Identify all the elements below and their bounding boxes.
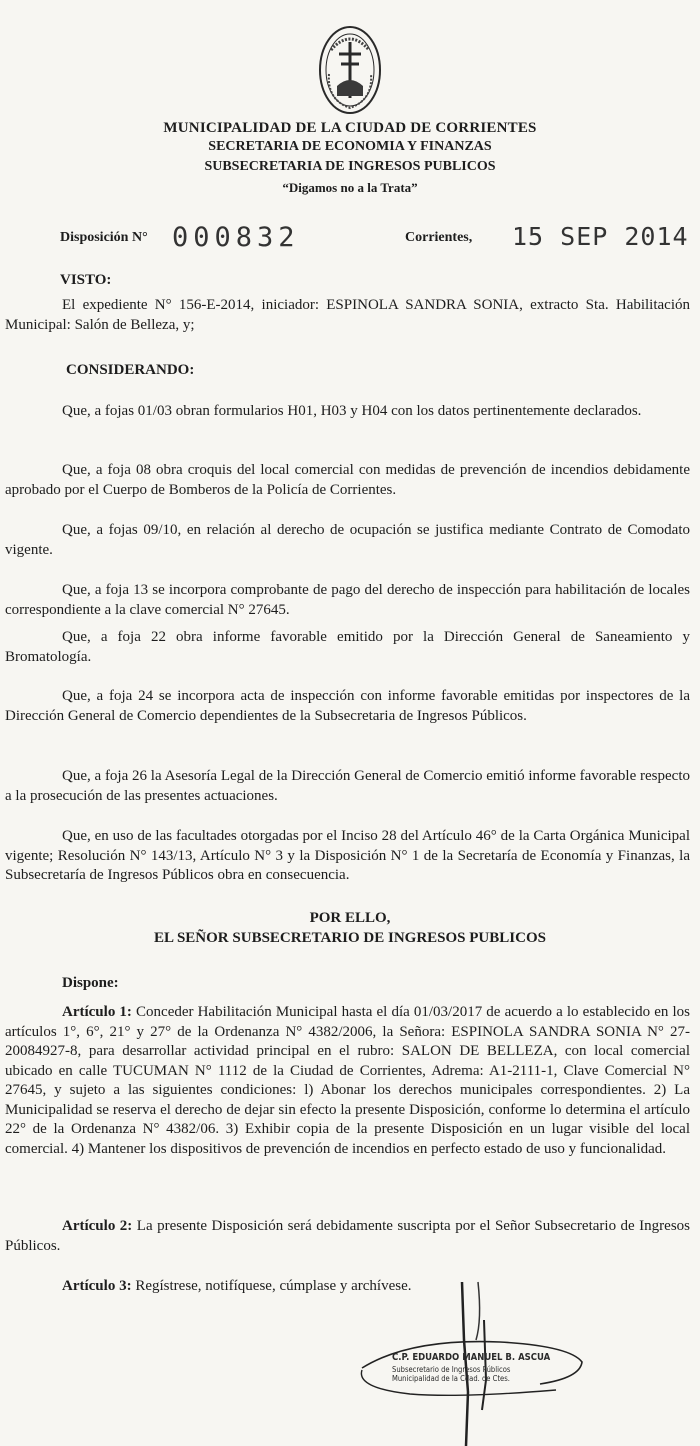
municipal-seal-logo xyxy=(317,24,383,116)
visto-heading: VISTO: xyxy=(60,272,112,288)
visto-text: El expediente N° 156-E-2014, iniciador: ESPINOLA SANDRA SONIA, extracto Sta. Habilitación Municipal: Salón de Belleza, y; xyxy=(5,297,690,333)
stamp-name: C.P. EDUARDO MANUEL B. ASCUA xyxy=(392,1352,551,1363)
article-1-text: Conceder Habilitación Municipal hasta el día 01/03/2017 de acuerdo a lo establecido en los artículos 1°, 6°, 21° y 27° de la Ordenanza N° 4382/2006, la Señora: ESPINOLA SANDRA SONIA N° 27-20084927-8, para desarrollar actividad principal en el rubro: SALON DE BELLEZA, con local comercial ubicado en calle TUCUMAN N° 1112 de la Ciudad de Corrientes, Adrema: A1-2111-1, Clave Comercial N° 27645, y sujeto a las siguientes condiciones: l) Abonar los derechos municipales correspondientes. 2) La Municipalidad se reserva el derecho de dejar sin efecto la presente Disposición, conforme lo determina el artículo 22° de la Ordenanza N° 4382/06. 3) Exhibir copia de la presente Disposición en un lugar visible del local comercial. 4) Mantener los dispositivos de prevención de incendios en perfecto estado de uso y funcionalidad. xyxy=(5,1004,690,1157)
considerando-item: Que, en uso de las facultades otorgadas por el Inciso 28 del Artículo 46° de la Carta Orgánica Municipal vigente; Resolución N° 143/13, Artículo N° 3 y la Disposición N° 1 de la Secretaría de Economía y Finanzas, la Subsecretaría de Ingresos Públicos obra en consecuencia. xyxy=(5,828,690,883)
stamp-role: Subsecretario de Ingresos Públicos xyxy=(392,1365,511,1374)
header-subsecretaria: SUBSECRETARIA DE INGRESOS PUBLICOS xyxy=(204,159,496,174)
considerando-item: Que, a fojas 09/10, en relación al derecho de ocupación se justifica mediante Contrato de Comodato vigente. xyxy=(5,522,690,558)
official-stamp xyxy=(392,1352,588,1383)
considerando-item: Que, a foja 22 obra informe favorable emitido por la Dirección General de Saneamiento y Bromatología. xyxy=(5,629,690,665)
dispone-heading: Dispone: xyxy=(62,975,119,991)
por-ello-authority: EL SEÑOR SUBSECRETARIO DE INGRESOS PUBLICOS xyxy=(154,930,546,946)
considerando-item: Que, a foja 13 se incorpora comprobante de pago del derecho de inspección para habilitación de locales correspondiente a la clave comercial N° 27645. xyxy=(5,582,690,618)
article-3-label: Artículo 3: xyxy=(62,1278,132,1294)
disposicion-label: Disposición N° xyxy=(60,230,148,245)
article-1 xyxy=(5,1003,690,1159)
article-2-text: La presente Disposición será debidamente suscripta por el Señor Subsecretario de Ingresos Públicos. xyxy=(5,1218,690,1254)
considerando-item: Que, a foja 26 la Asesoría Legal de la Dirección General de Comercio emitió informe favorable respecto a la prosecución de las presentes actuaciones. xyxy=(5,768,690,804)
por-ello: POR ELLO, xyxy=(309,910,391,926)
article-2 xyxy=(5,1217,690,1256)
date-stamp: 15 SEP 2014 xyxy=(512,222,689,251)
article-2-label: Artículo 2: xyxy=(62,1218,133,1234)
article-3-text: Regístrese, notifíquese, cúmplase y archívese. xyxy=(135,1278,412,1294)
considerando-item: Que, a foja 24 se incorpora acta de inspección con informe favorable emitidas por inspectores de la Dirección General de Comercio dependientes de la Subsecretaria de Ingresos Públicos. xyxy=(5,688,690,724)
considerando-item: Que, a foja 08 obra croquis del local comercial con medidas de prevención de incendios debidamente aprobado por el Cuerpo de Bomberos de la Policía de Corrientes. xyxy=(5,462,690,498)
city-label: Corrientes, xyxy=(405,230,473,245)
header-municipality: MUNICIPALIDAD DE LA CIUDAD DE CORRIENTES xyxy=(163,120,537,136)
header-secretaria: SECRETARIA DE ECONOMIA Y FINANZAS xyxy=(208,139,492,154)
article-1-label: Artículo 1: xyxy=(62,1004,132,1020)
header-motto: “Digamos no a la Trata” xyxy=(282,180,418,195)
stamp-org: Municipalidad de la Cdad. de Ctes. xyxy=(392,1374,510,1383)
considerando-item: Que, a fojas 01/03 obran formularios H01, H03 y H04 con los datos pertinentemente declarados. xyxy=(62,403,642,419)
considerando-heading: CONSIDERANDO: xyxy=(66,362,195,378)
disposicion-number: 000832 xyxy=(172,222,300,253)
